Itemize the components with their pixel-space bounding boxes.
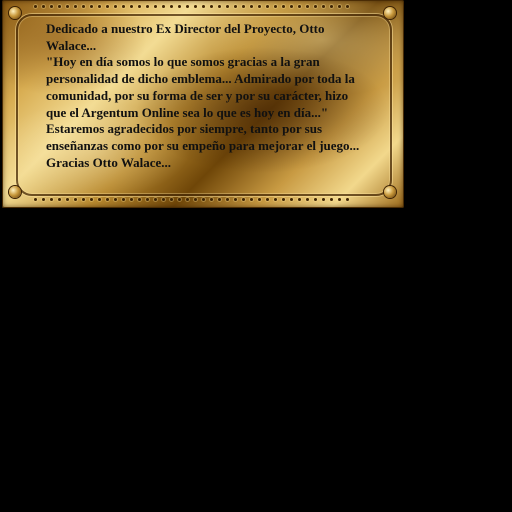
- decorative-dots-top: [34, 5, 349, 9]
- plaque-inscription: Dedicado a nuestro Ex Director del Proyecto, Otto Walace... "Hoy en día somos lo que somos gracias a la gran personalidad de dicho emblema... Admirado por toda la comunidad, por su forma de ser y por su carácter, hizo que el Argentum Online sea lo que es hoy en día..." Estaremos agradecidos por siempre, tanto por sus enseñanzas como por su empeño para mejorar el juego... Gracias Otto Walace...: [46, 21, 360, 170]
- rivet-icon-top-right: [384, 7, 396, 19]
- rivet-icon-bottom-right: [384, 186, 396, 198]
- memorial-plaque: [2, 0, 404, 208]
- rivet-icon-bottom-left: [9, 186, 21, 198]
- rivet-icon-top-left: [9, 7, 21, 19]
- decorative-dots-bottom: [34, 198, 349, 202]
